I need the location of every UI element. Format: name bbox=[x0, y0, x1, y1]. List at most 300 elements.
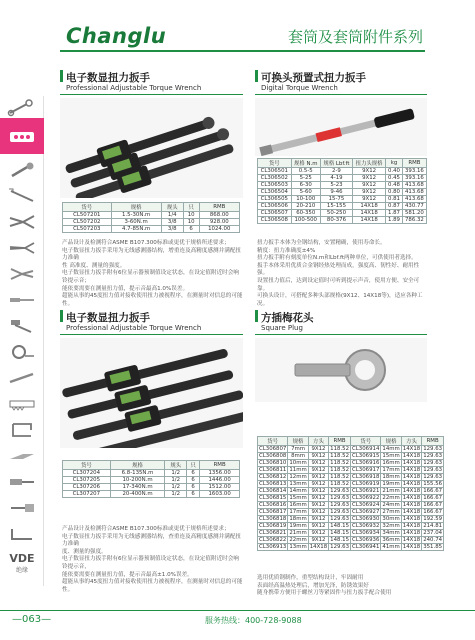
product-photo-square-plug bbox=[255, 338, 427, 402]
table-row bbox=[63, 491, 240, 498]
table-cell: 14X18 bbox=[402, 502, 421, 508]
table-cell: CL306815 bbox=[259, 495, 287, 501]
table-cell: 0.45 bbox=[386, 175, 403, 182]
table-cell: 14X18 bbox=[402, 488, 421, 494]
column-header: 货号 bbox=[258, 159, 292, 168]
table-cell: 19mm bbox=[382, 481, 400, 487]
table-cell: 15mm bbox=[382, 453, 400, 459]
table-cell: 13mm bbox=[289, 544, 307, 550]
table-cell: 14X18 bbox=[402, 537, 421, 543]
brush-icon bbox=[7, 499, 37, 517]
product-photo-digital-wrenches-large bbox=[60, 338, 243, 448]
table-cell: 786.32 bbox=[402, 217, 426, 224]
table-row bbox=[63, 219, 240, 226]
table-cell: 9X12 bbox=[308, 453, 328, 460]
table-cell: 155.56 bbox=[423, 481, 443, 487]
description-line: 扭力扳手本体为全钢结构，安置精确，使用寿命长。 bbox=[257, 240, 386, 246]
table-cell: CL306916 bbox=[352, 460, 380, 466]
table-cell: 9X12 bbox=[353, 175, 386, 182]
table-cell: 34mm bbox=[382, 530, 400, 536]
spec-table-square-plug bbox=[257, 436, 444, 551]
knife-icon bbox=[7, 447, 37, 465]
table-cell: 11mm bbox=[289, 467, 307, 473]
table-cell: CL306504 bbox=[258, 189, 292, 196]
table-cell: 15-155 bbox=[320, 203, 352, 210]
table-cell: CL306808 bbox=[259, 453, 287, 459]
column-header: 方头 bbox=[308, 437, 328, 446]
table-cell: 5-23 bbox=[320, 182, 352, 189]
table-cell: CL306810 bbox=[259, 460, 287, 466]
table-row bbox=[63, 226, 240, 233]
description-line: 产品设计及检测符合ASME B107.300标准或更优于规格所述要求； bbox=[62, 240, 230, 246]
column-header: RMB bbox=[199, 203, 239, 212]
table-row bbox=[258, 488, 444, 495]
table-cell: 8mm bbox=[288, 453, 308, 460]
table-cell: 14X18 bbox=[402, 495, 421, 501]
table-cell: CL306819 bbox=[259, 523, 287, 529]
table-cell: 10 bbox=[183, 219, 199, 226]
brand-logo: Changlu bbox=[66, 24, 167, 48]
table-row bbox=[258, 175, 427, 182]
table-cell: CL306807 bbox=[259, 446, 287, 452]
table-cell: 5-25 bbox=[291, 175, 320, 182]
table-cell: 1.87 bbox=[386, 210, 403, 217]
description-digital-wrench-1 bbox=[62, 240, 244, 308]
table-cell: 14mm bbox=[289, 488, 307, 494]
table-cell: 50-250 bbox=[320, 210, 352, 217]
sidebar-item-knife[interactable] bbox=[3, 444, 41, 468]
description-line: 性 高准度、测量的强度。 bbox=[62, 262, 126, 269]
section-rule bbox=[255, 94, 427, 95]
table-cell: 118.52 bbox=[330, 481, 350, 487]
table-cell: 10 bbox=[183, 212, 199, 219]
table-cell: 148.15 bbox=[330, 523, 350, 529]
table-cell: 9X12 bbox=[308, 474, 328, 481]
column-header: kg bbox=[386, 159, 403, 168]
category-title: 套筒及套筒附件系列 bbox=[287, 28, 423, 46]
table-cell: 118.52 bbox=[330, 467, 350, 473]
table-cell: 6 bbox=[187, 470, 200, 477]
table-cell: 6 bbox=[187, 477, 200, 484]
chisel-icon bbox=[7, 473, 37, 491]
table-cell: 10-200N.m bbox=[110, 477, 165, 484]
product-photo-digital-wrenches bbox=[60, 98, 243, 198]
column-header: 扭力头规格 bbox=[353, 159, 386, 168]
table-row bbox=[63, 484, 240, 491]
table-cell: 32mm bbox=[382, 523, 400, 529]
table-cell: 22mm bbox=[289, 537, 307, 543]
table-cell: CL306932 bbox=[352, 523, 380, 529]
sidebar-item-brush[interactable] bbox=[3, 496, 41, 520]
column-header: RMB bbox=[422, 437, 444, 446]
description-digital-wrench-2 bbox=[62, 526, 244, 594]
table-cell: 9X12 bbox=[308, 502, 328, 509]
table-cell: 393.16 bbox=[402, 168, 426, 175]
table-cell: 22mm bbox=[382, 495, 400, 501]
table-cell: CL306941 bbox=[352, 544, 380, 550]
table-cell: 16mm bbox=[289, 502, 307, 508]
column-header: RMB bbox=[402, 159, 426, 168]
tape-measure-icon bbox=[7, 343, 37, 361]
table-cell: 9X12 bbox=[308, 537, 328, 544]
vde-badge[interactable] bbox=[6, 553, 38, 574]
table-cell: 166.67 bbox=[423, 509, 443, 515]
table-cell: CL306915 bbox=[352, 453, 380, 459]
description-line: 超能从事的45度扭力值对接收使用扭力被视程序，在测量时对信息的可能性。 bbox=[62, 579, 243, 593]
section-marker bbox=[255, 310, 258, 322]
table-cell: CL507201 bbox=[63, 212, 112, 219]
table-cell: CL306913 bbox=[259, 544, 287, 550]
table-cell: 129.63 bbox=[330, 502, 350, 508]
page-header bbox=[0, 0, 475, 54]
table-cell: 3/8 bbox=[161, 226, 183, 233]
sidebar-item-clamp[interactable] bbox=[3, 418, 41, 442]
column-header: 规格 bbox=[381, 437, 401, 446]
table-cell: 14X18 bbox=[353, 217, 386, 224]
table-cell: CL306506 bbox=[258, 203, 292, 210]
table-cell: CL306502 bbox=[258, 175, 292, 182]
table-cell: 118.52 bbox=[330, 446, 350, 452]
table-cell: 21mm bbox=[289, 530, 307, 536]
footer-rule bbox=[0, 610, 475, 611]
description-line: 电子数显扭力扳手采用为无线感测器结构，增重连及高精度感测并满配扭力准确 bbox=[62, 247, 242, 262]
page-number: —063— bbox=[12, 614, 52, 625]
column-header: 规头 bbox=[161, 203, 183, 212]
table-cell: 14X18 bbox=[402, 481, 421, 487]
section-rule bbox=[60, 94, 243, 95]
table-row bbox=[258, 196, 427, 203]
table-cell: 27mm bbox=[382, 509, 400, 515]
table-cell: 9-46 bbox=[320, 189, 352, 196]
sidebar-item-file[interactable] bbox=[3, 366, 41, 390]
description-line: 电子数显扭力扳手附有6位显示器预制值设定状态，在设定值附近时会响铃提示音， bbox=[62, 556, 239, 570]
pliers-icon bbox=[7, 213, 37, 231]
table-cell: 166.67 bbox=[423, 488, 443, 494]
cutter-icon bbox=[7, 265, 37, 283]
table-cell: 581.20 bbox=[402, 210, 426, 217]
column-header: 规格 bbox=[288, 437, 308, 446]
table-cell: 14X18 bbox=[402, 460, 421, 466]
table-cell: 166.67 bbox=[423, 495, 443, 501]
table-cell: 351.85 bbox=[423, 544, 443, 550]
spec-table-digital-wrench-1 bbox=[62, 202, 240, 233]
column-header: RMB bbox=[329, 437, 351, 446]
table-cell: 17mm bbox=[289, 509, 307, 515]
table-cell: 129.63 bbox=[330, 516, 350, 522]
table-cell: CL306922 bbox=[352, 495, 380, 501]
file-icon bbox=[7, 369, 37, 387]
table-row bbox=[258, 217, 427, 224]
column-header: 货号 bbox=[63, 461, 111, 470]
table-cell: 9X12 bbox=[353, 189, 386, 196]
table-cell: CL306817 bbox=[259, 509, 287, 515]
table-cell: 1356.00 bbox=[200, 470, 240, 477]
table-cell: 430.77 bbox=[402, 203, 426, 210]
table-row bbox=[258, 168, 427, 175]
table-cell: 13mm bbox=[289, 481, 307, 487]
column-header: 只 bbox=[187, 461, 200, 470]
table-cell: 0.80 bbox=[386, 189, 403, 196]
table-cell: CL307207 bbox=[63, 491, 111, 498]
sidebar-item-ratchet[interactable] bbox=[3, 158, 41, 182]
table-cell: 9X12 bbox=[308, 523, 328, 530]
section-rule bbox=[255, 334, 427, 335]
table-cell: CL306812 bbox=[259, 474, 287, 480]
table-cell: 2-9 bbox=[320, 168, 352, 175]
table-cell: 17-340N.m bbox=[110, 484, 165, 491]
table-cell: 5-60 bbox=[291, 189, 320, 196]
section-title-digital-wrench-2: 电子数显扭力扳手 bbox=[66, 312, 150, 324]
table-cell: 14X18 bbox=[402, 453, 421, 459]
table-cell: 9X12 bbox=[308, 460, 328, 467]
table-cell: 6.8-135N.m bbox=[110, 470, 165, 477]
hammer-icon bbox=[7, 317, 37, 335]
column-header: 规格 N.m bbox=[291, 159, 320, 168]
table-cell: 1/2 bbox=[165, 477, 187, 484]
section-rule bbox=[60, 334, 243, 335]
description-line: 超能从事的45度扭力值对接收使用扭力被视程序，在测量时对信息的可能性。 bbox=[62, 293, 243, 307]
table-cell: 14X18 bbox=[402, 516, 421, 522]
table-cell: 0.5-5 bbox=[291, 168, 320, 175]
table-cell: 4-19 bbox=[320, 175, 352, 182]
table-cell: CL507202 bbox=[63, 219, 112, 226]
table-cell: 129.63 bbox=[423, 460, 443, 466]
clamp-icon bbox=[7, 421, 37, 439]
table-cell: 7mm bbox=[288, 446, 308, 453]
table-cell: 14X18 bbox=[402, 544, 421, 550]
service-hotline: 服务热线：400-728-9088 bbox=[205, 616, 302, 625]
column-header: 货号 bbox=[258, 437, 288, 446]
column-header: 只 bbox=[183, 203, 199, 212]
vde-label: VDE bbox=[9, 552, 35, 565]
description-line: 表面经高温热处理后，增加光泽，防锈效果好 bbox=[257, 582, 369, 589]
description-line: 电子数显扭力扳手采用为无线感测器结构，查重连及高精度感测并满配扭力准确 bbox=[62, 533, 242, 548]
sidebar-item-hex-key[interactable] bbox=[3, 522, 41, 546]
table-row bbox=[258, 203, 427, 210]
table-cell: CL306924 bbox=[352, 502, 380, 508]
table-cell: 100-500 bbox=[291, 217, 320, 224]
section-subtitle-digital-wrench-2: Professional Adjustable Torque Wrench bbox=[66, 324, 202, 332]
table-cell: 868.00 bbox=[199, 212, 239, 219]
column-header: RMB bbox=[200, 461, 240, 470]
product-photo-interchangeable-wrench bbox=[255, 98, 427, 156]
table-cell: 9X12 bbox=[353, 168, 386, 175]
table-row bbox=[258, 544, 444, 551]
table-cell: 6 bbox=[187, 484, 200, 491]
sidebar-item-saw[interactable] bbox=[3, 392, 41, 416]
table-cell: CL306914 bbox=[352, 446, 380, 452]
table-cell: 19mm bbox=[289, 523, 307, 529]
table-cell: 6 bbox=[187, 491, 200, 498]
table-cell: 9X12 bbox=[353, 182, 386, 189]
table-row bbox=[258, 453, 444, 460]
table-row bbox=[258, 523, 444, 530]
table-cell: 12mm bbox=[289, 474, 307, 480]
table-cell: 129.63 bbox=[330, 509, 350, 515]
table-cell: 129.63 bbox=[423, 453, 443, 459]
table-cell: CL306930 bbox=[352, 516, 380, 522]
description-line: 电子数显扭力扳手附有6位显示器预制值设定状态，在设定值附近时会响铃提示音； bbox=[62, 270, 239, 284]
sidebar-item-tape-measure[interactable] bbox=[3, 340, 41, 364]
table-cell: CL306934 bbox=[352, 530, 380, 536]
table-cell: 240.74 bbox=[423, 537, 443, 543]
section-marker bbox=[60, 70, 63, 82]
category-sidebar bbox=[0, 96, 44, 586]
table-cell: 20-400N.m bbox=[110, 491, 165, 498]
table-cell: 129.63 bbox=[423, 467, 443, 473]
wrench-icon bbox=[7, 99, 37, 117]
table-cell: CL507203 bbox=[63, 226, 112, 233]
description-line: 设置扭力值后，达到设定值时可听到提示声音，使用方便、安全可靠。 bbox=[257, 277, 420, 292]
table-cell: 20-210 bbox=[291, 203, 320, 210]
table-cell: 30mm bbox=[382, 516, 400, 522]
table-cell: 24mm bbox=[382, 502, 400, 508]
column-header: 货号 bbox=[351, 437, 381, 446]
table-cell: CL306814 bbox=[259, 488, 287, 494]
spec-table-digital-wrench-2 bbox=[62, 460, 240, 498]
table-cell: 14X18 bbox=[353, 210, 386, 217]
table-cell: 118.52 bbox=[330, 460, 350, 466]
table-cell: 16mm bbox=[382, 460, 400, 466]
table-cell: 214.81 bbox=[423, 523, 443, 529]
table-cell: 21mm bbox=[382, 488, 400, 494]
table-cell: CL306821 bbox=[259, 530, 287, 536]
table-row bbox=[258, 537, 444, 544]
table-cell: CL306822 bbox=[259, 537, 287, 543]
table-row bbox=[258, 481, 444, 488]
table-cell: CL306921 bbox=[352, 488, 380, 494]
table-cell: 36mm bbox=[382, 537, 400, 543]
description-line: 度、测量的强度。 bbox=[62, 548, 107, 555]
section-subtitle-square-plug: Square Plug bbox=[261, 324, 303, 332]
table-cell: CL306811 bbox=[259, 467, 287, 473]
table-row bbox=[258, 530, 444, 537]
description-line: 能依要需要在测量扭力值，提示音最高±1.0%误差。 bbox=[62, 571, 193, 578]
table-row bbox=[258, 182, 427, 189]
table-cell: 0.87 bbox=[386, 203, 403, 210]
table-cell: CL306818 bbox=[259, 516, 287, 522]
table-cell: 413.68 bbox=[402, 182, 426, 189]
table-row bbox=[63, 470, 240, 477]
table-row bbox=[63, 477, 240, 484]
table-cell: 6-30 bbox=[291, 182, 320, 189]
sidebar-item-pliers[interactable] bbox=[3, 210, 41, 234]
table-row bbox=[258, 467, 444, 474]
table-cell: CL306813 bbox=[259, 481, 287, 487]
table-cell: 9X12 bbox=[308, 530, 328, 537]
section-title-digital-wrench-1: 电子数显扭力扳手 bbox=[66, 72, 150, 84]
table-cell: 0.48 bbox=[386, 182, 403, 189]
table-cell: 18mm bbox=[289, 516, 307, 522]
long-pliers-icon bbox=[7, 239, 37, 257]
sidebar-item-chisel[interactable] bbox=[3, 470, 41, 494]
description-line: 能依要需要在测量扭力值，提示音最高1.0%误差。 bbox=[62, 285, 189, 292]
table-cell: CL306936 bbox=[352, 537, 380, 543]
table-cell: 129.63 bbox=[423, 474, 443, 480]
sidebar-item-cutter[interactable] bbox=[3, 262, 41, 286]
sidebar-item-hammer[interactable] bbox=[3, 314, 41, 338]
table-cell: CL306503 bbox=[258, 182, 292, 189]
spec-table-interchangeable-wrench bbox=[257, 158, 427, 224]
sidebar-item-wrench[interactable] bbox=[3, 96, 41, 120]
section-title-interchangeable-wrench: 可换头预置式扭力扳手 bbox=[261, 72, 366, 84]
description-line: 可换头设计，可搭配多种头部规格(9X12、14X18等)，适应各种工况。 bbox=[257, 293, 423, 307]
description-interchangeable-wrench bbox=[257, 240, 429, 308]
table-cell: 1/4 bbox=[161, 212, 183, 219]
table-cell: CL306501 bbox=[258, 168, 292, 175]
table-cell: 80-376 bbox=[320, 217, 352, 224]
table-cell: 413.68 bbox=[402, 196, 426, 203]
table-row bbox=[258, 460, 444, 467]
table-cell: 9X12 bbox=[308, 516, 328, 523]
table-cell: 14mm bbox=[382, 446, 400, 452]
table-cell: 60-350 bbox=[291, 210, 320, 217]
table-cell: 166.67 bbox=[423, 502, 443, 508]
table-cell: 41mm bbox=[382, 544, 400, 550]
column-header: 货号 bbox=[63, 203, 112, 212]
table-cell: CL307206 bbox=[63, 484, 111, 491]
table-cell: 14X18 bbox=[402, 509, 421, 515]
column-header: 方头 bbox=[401, 437, 421, 446]
description-line: 扳手本体采用优质合金钢经热处理而成，强度高、韧性好、耐用性强。 bbox=[257, 262, 420, 277]
table-row bbox=[258, 516, 444, 523]
spanner-icon bbox=[7, 187, 37, 205]
table-row bbox=[258, 509, 444, 516]
table-cell: 9X12 bbox=[308, 488, 328, 495]
table-cell: 3-60N.m bbox=[111, 219, 161, 226]
sidebar-item-socket-set-active[interactable] bbox=[0, 118, 44, 154]
saw-icon bbox=[7, 395, 37, 413]
table-cell: 9X12 bbox=[308, 446, 328, 453]
header-rule bbox=[60, 50, 425, 52]
section-subtitle-digital-wrench-1: Professional Adjustable Torque Wrench bbox=[66, 84, 202, 92]
table-cell: 9X12 bbox=[353, 196, 386, 203]
table-cell: 1512.00 bbox=[200, 484, 240, 491]
column-header: 规格 bbox=[110, 461, 165, 470]
table-cell: 1446.00 bbox=[200, 477, 240, 484]
table-cell: 118.52 bbox=[330, 453, 350, 459]
description-square-plug bbox=[257, 575, 429, 598]
table-cell: 14X18 bbox=[353, 203, 386, 210]
table-cell: 14X18 bbox=[402, 467, 421, 473]
table-cell: CL307205 bbox=[63, 477, 111, 484]
sidebar-item-spanner[interactable] bbox=[3, 184, 41, 208]
table-cell: CL306505 bbox=[258, 196, 292, 203]
table-cell: 129.63 bbox=[330, 544, 350, 550]
vde-sublabel: 绝缘 bbox=[15, 567, 28, 574]
table-cell: 14X18 bbox=[402, 474, 421, 480]
table-cell: CL307204 bbox=[63, 470, 111, 477]
sidebar-item-long-pliers[interactable] bbox=[3, 236, 41, 260]
table-cell: CL306927 bbox=[352, 509, 380, 515]
description-line: 扭力扳手附有刻度单位N.m和Lbf.ft两种单位，可供使用者选择。 bbox=[257, 255, 417, 262]
table-cell: 1/2 bbox=[165, 470, 187, 477]
table-cell: 9X12 bbox=[308, 481, 328, 488]
table-cell: CL306917 bbox=[352, 467, 380, 473]
table-cell: 14X18 bbox=[402, 523, 421, 529]
table-cell: 4.7-85N.m bbox=[111, 226, 161, 233]
table-cell: 237.04 bbox=[423, 530, 443, 536]
table-row bbox=[258, 189, 427, 196]
table-cell: 17mm bbox=[382, 467, 400, 473]
table-cell: 10-100 bbox=[291, 196, 320, 203]
table-row bbox=[63, 212, 240, 219]
table-cell: 0.81 bbox=[386, 196, 403, 203]
table-cell: 129.63 bbox=[423, 446, 443, 452]
sidebar-item-screwdriver[interactable] bbox=[3, 288, 41, 312]
table-cell: 9X12 bbox=[308, 467, 328, 474]
table-cell: CL306508 bbox=[258, 217, 292, 224]
